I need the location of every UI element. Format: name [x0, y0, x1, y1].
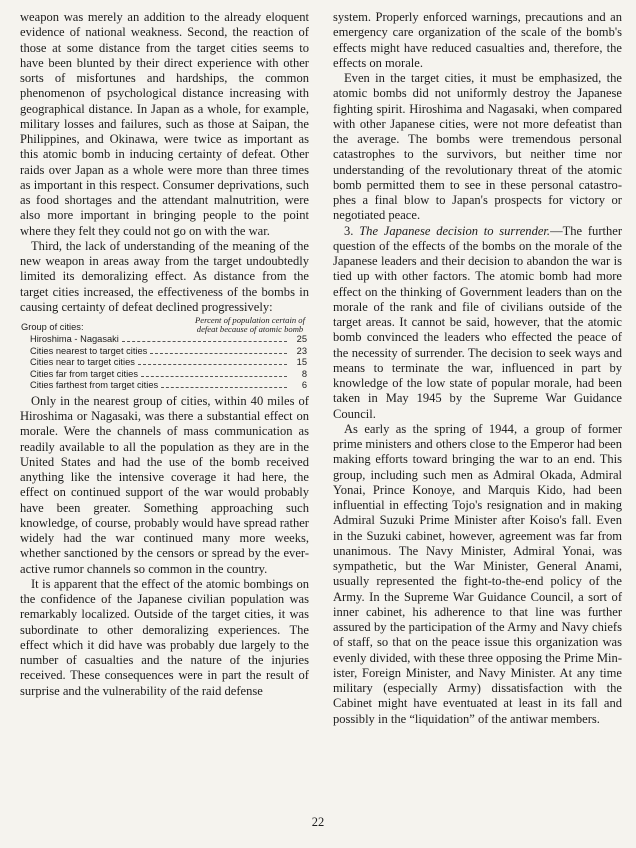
paragraph-spring-1944: As early as the spring of 1944, a group of former prime ministers and others close to the Emperor had been making efforts toward bringing the war to an end. This group, including such men as Admiral Okada, Admiral Yonai, Prince Konoye, and Marquis Kido, had been influential in effecting Tojo's resignation and in making Admiral Suzuki Prime Minister after Koiso's fall. Even in the Suzuki cabinet, however, agreement was far from unanimous. The Navy Minister, Admiral Yonai, was sympathetic, but the War Minister, General Anami, usually represented the fight-to-the-end policy of the Army. In the Supreme War Guidance Council, a sort of inner cabinet, his adherence to that line was further assured by the participation of the Army and Navy chiefs of staff, so that on the peace issue this organization was evenly divided, with these three opposing the Prime Minister, Foreign Minister, and Navy Minister. At any time military (especially Army) dissatisfaction with the Cabinet might have eventuated at least in its fall and possibly in the “liquidation” of the antiwar members.: [333, 421, 622, 726]
dot-leader: [138, 364, 287, 365]
table-row: [20, 380, 309, 392]
table-row: [20, 346, 309, 358]
dot-leader: [150, 353, 287, 354]
table-row-label: Cities nearest to target cities: [30, 345, 148, 356]
two-column-body: [20, 10, 622, 727]
table-row-label: Hiroshima - Nagasaki: [30, 334, 119, 344]
paragraph-weapon-addition: weapon was merely an addition to the already eloquent evidence of national weakness. Second, the reaction of those at some distance from the target cities seems to have been blunted by their direct experience with other sorts of misfortunes and hardships, the common phenomenon of psychological distance increasing with geographical distance. In Japan as a whole, for example, military losses and failures, such as those at Saipan, the Philippines, and Okinawa, were twice as important as this atomic bomb in inducing certainty of defeat. Other raids over Japan as a whole were more than three times as important in this respect. Consumer deprivations, such as food shortages and the attendant malnutrition, were also more important in bringing people to the point where they felt they could not go on with the war.: [20, 10, 309, 238]
table-row-label: Cities near to target cities: [30, 357, 135, 368]
paragraph-third-lack-understanding: Third, the lack of understanding of the meaning of the new weapon in areas away from the target undoubtedly limited its demoralizing effect. As distance from the target cities increased, the effectiveness of the bombs in causing certainty of defeat declined progressively:: [20, 238, 309, 314]
paragraph-localized-effect: It is apparent that the effect of the atomic bombings on the confidence of the Japanese civilian population was remarkably localized. Outside of the target cities, it was subordinate to other demoralizing experiences. The effect which it did have was probably due largely to the number of casualties and the nature of the injuries received. These consequences were in part the result of surprise and the vulnerability of the raid defense: [20, 576, 309, 698]
paragraph-target-cities-spirit: Even in the target cities, it must be emphasized, the atomic bombs did not uniformly destroy the Japanese fighting spirit. Hiroshima and Nagasaki, when compared with other Japanese cities, were not more defeatist than the average. The bombs were tremendous personal catastrophes to the survivors, but neither time nor understanding of the revolutionary threat of the atomic bomb permitted them to see in these personal catastrophes a final blow to Japan's prospects for victory or negotiated peace.: [333, 71, 622, 223]
table-value-header: Percent of population certain of defeat because of atomic bomb: [195, 315, 305, 334]
table-row-value: 6: [301, 380, 307, 391]
table-row-value: 15: [296, 357, 307, 368]
left-column: [20, 10, 309, 727]
dot-leader: [122, 341, 287, 342]
defeat-certainty-table: [20, 316, 309, 392]
table-row: [20, 357, 309, 369]
section-number: 3.: [344, 223, 354, 238]
table-row-label: Cities far from target cities: [30, 368, 138, 379]
table-header: [20, 316, 309, 334]
table-group-header: Group of cities:: [21, 322, 84, 333]
dot-leader: [161, 387, 287, 388]
table-row: [20, 334, 309, 346]
table-row-value: 23: [296, 345, 307, 356]
table-row-value: 8: [301, 368, 307, 379]
right-column: [333, 10, 622, 727]
table-row-label: Cities farthest from target cities: [30, 380, 159, 391]
table-row: [20, 369, 309, 381]
dot-leader: [141, 376, 287, 377]
paragraph-system-warnings: system. Properly enforced warnings, precautions and an emergency care organization of the scale of the bomb's effects might have reduced casualties and, therefore, the effects on morale.: [333, 10, 622, 70]
table-row-value: 25: [296, 334, 307, 344]
section-title: The Japanese decision to surrender.: [359, 223, 551, 238]
paragraph-nearest-group: Only in the nearest group of cities, within 40 miles of Hiroshima or Nagasaki, was there a substantial effect on morale. Were the channels of mass communication as readily available to all the population as they are in the United States and had the use of the bomb received anything like the intensive coverage it had here, the effect on continued support of the war would probably have been greater. Something approaching such knowledge, of course, probably would have spread rather widely had the war continued many more weeks, whether sanctioned by the censors or spread by the ever-active rumor channels so common in the country.: [20, 393, 309, 576]
paragraph-decision-to-surrender: [333, 224, 622, 422]
page-number: 22: [311, 815, 325, 829]
section-text: —The further question of the effects of the bombs on the morale of the Japanese leaders and their decision to abandon the war is tied up with other factors. The atomic bomb had more effect on the thinking of Government leaders than on the morale of the rank and file of civilians outside of the target areas. It cannot be said, however, that the atomic bomb convinced the leaders who effected the peace of the necessity of surrender. The decision to seek ways and means to terminate the war, influenced in part by knowledge of the low state of popular morale, had been taken in May 1945 by the Supreme War Guidance Council.: [333, 223, 623, 421]
